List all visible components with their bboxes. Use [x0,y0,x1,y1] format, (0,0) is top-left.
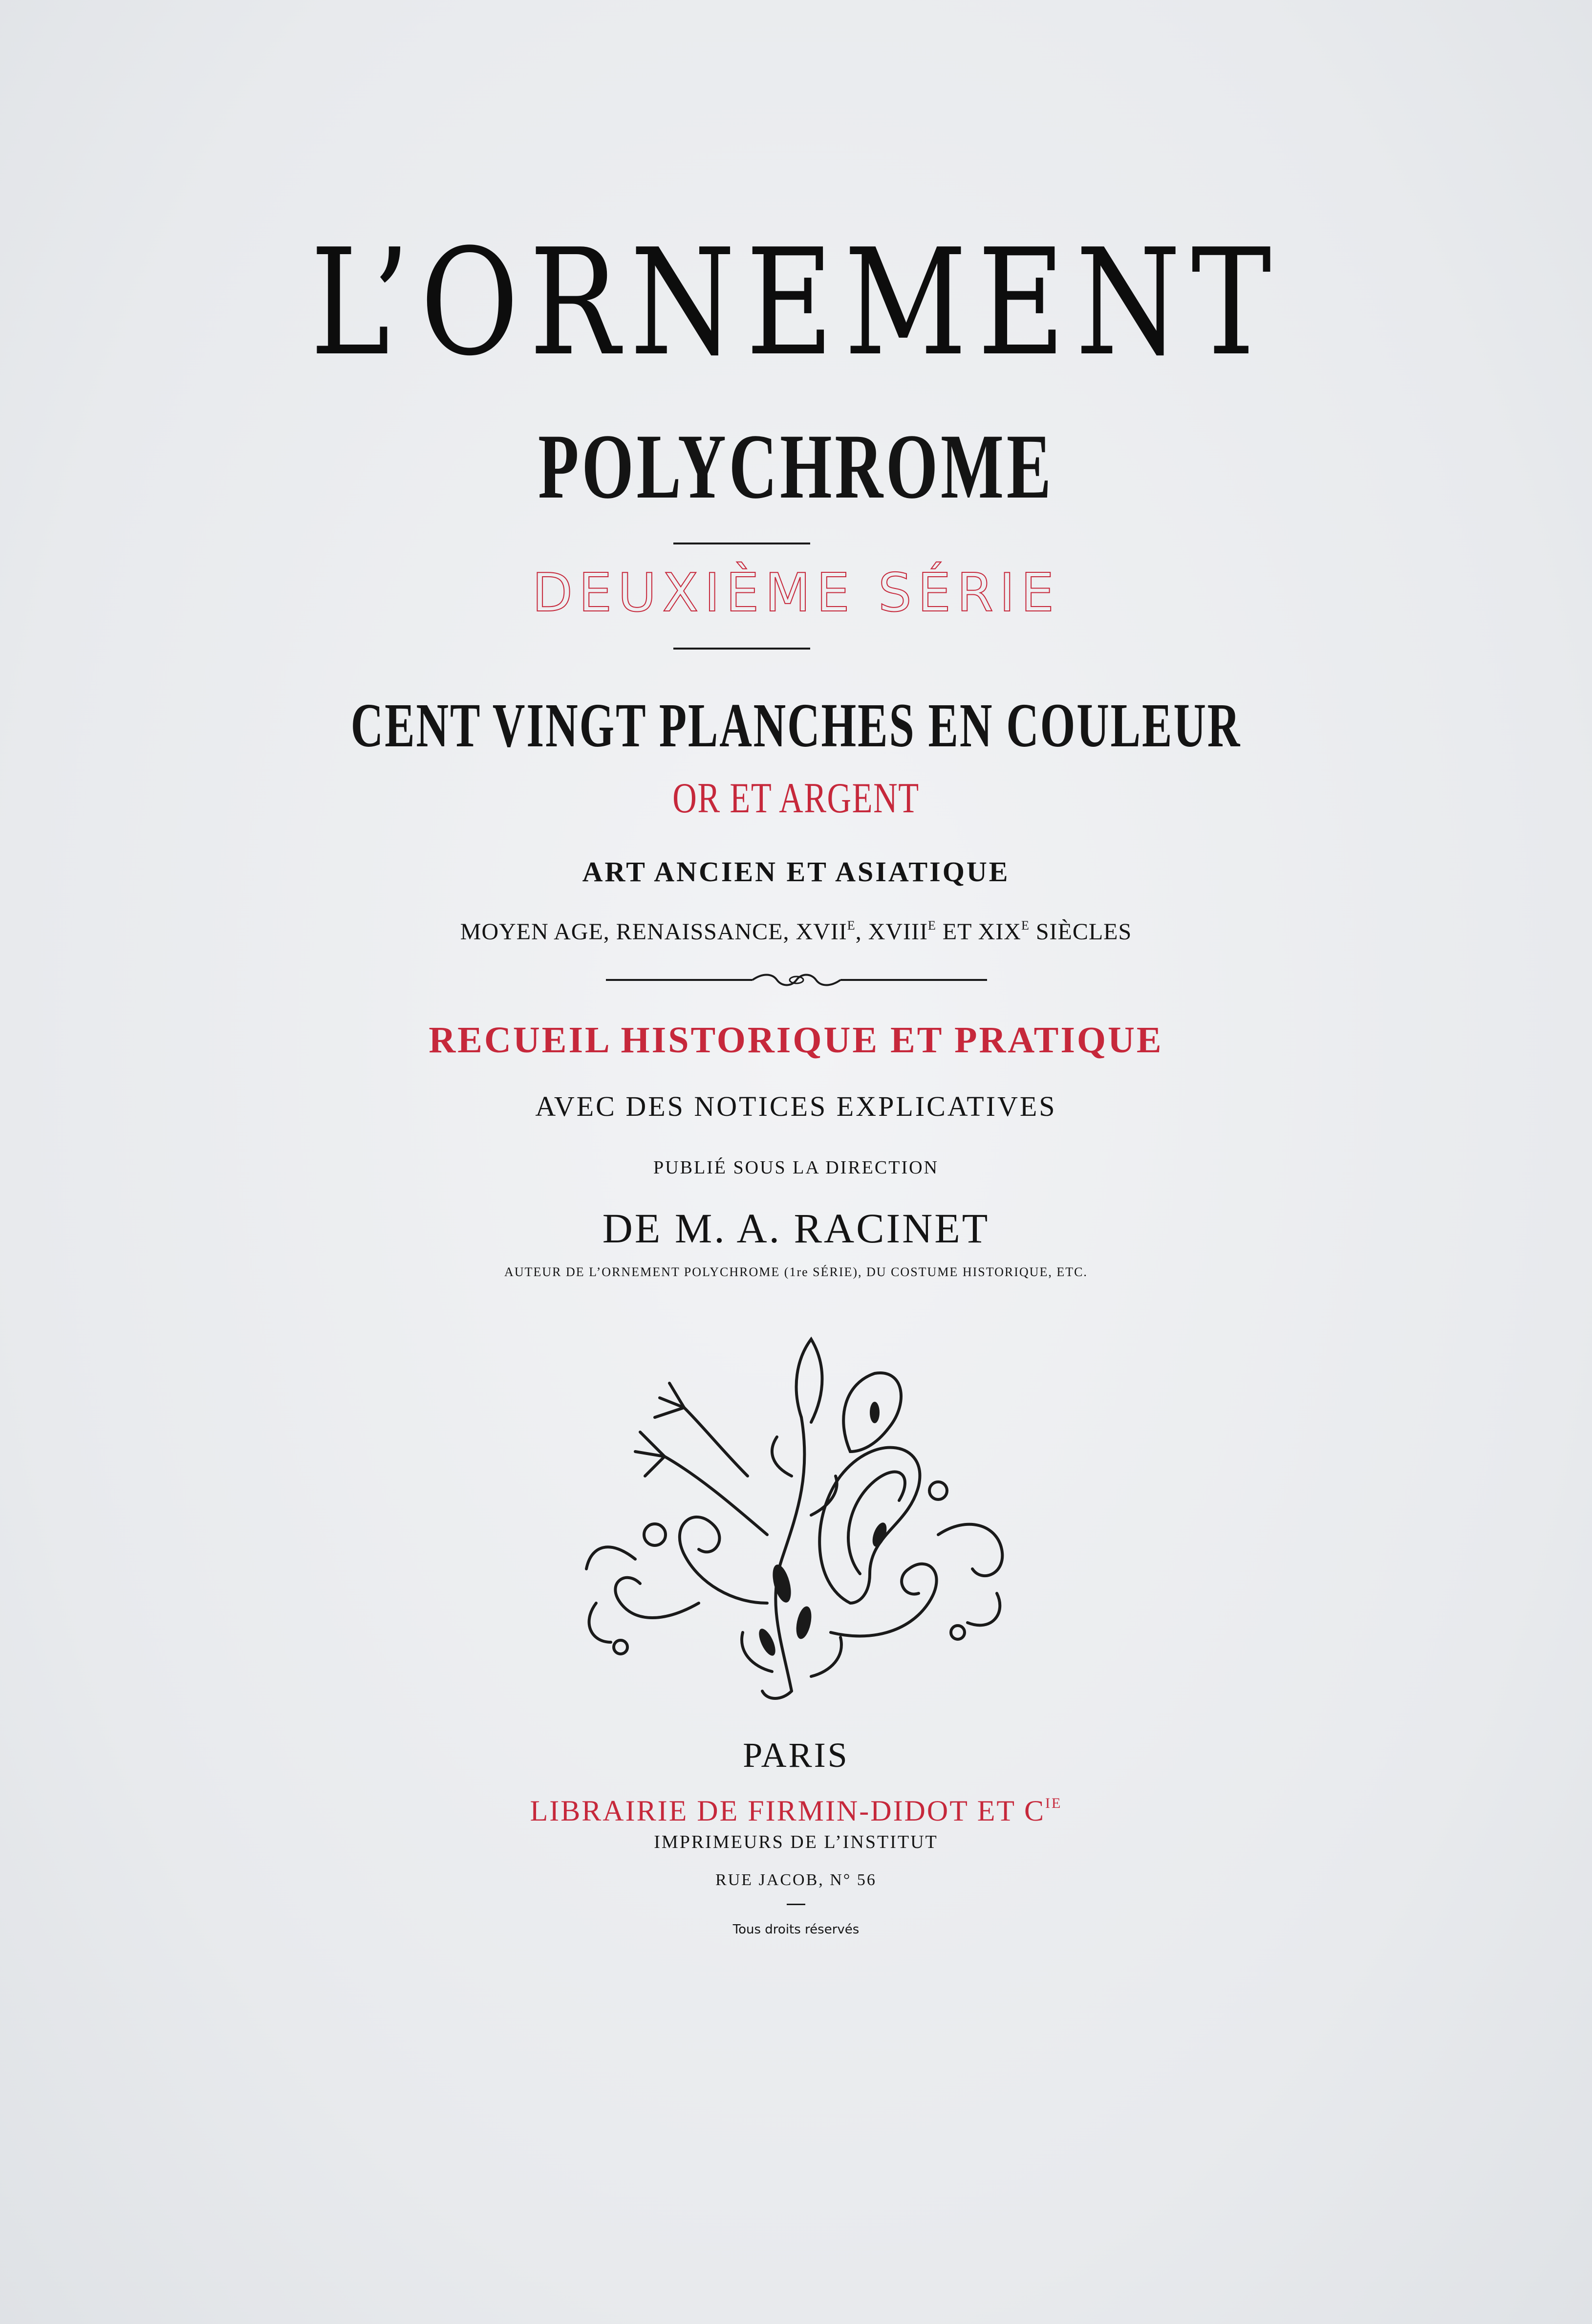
centuries-part2: , XVIII [855,919,928,945]
art-line: ART ANCIEN ET ASIATIQUE [582,856,1010,888]
rights-notice: Tous droits réservés [732,1922,860,1937]
centuries-sup2: E [927,918,936,933]
flourish-divider-icon [606,970,987,990]
published-under-line: PUBLIÉ SOUS LA DIRECTION [653,1157,939,1178]
author-credits: AUTEUR DE L’ORNEMENT POLYCHROME (1re SÉRIE), DU COSTUME HISTORIQUE, ETC. [504,1265,1088,1279]
divider-rule-top [673,543,810,544]
centuries-part3: ET XIX [936,919,1021,945]
centuries-line [0,914,1592,944]
series-label: DEUXIÈME SÉRIE [532,563,1060,624]
page-title: L’ORNEMENT [310,217,1282,388]
collection-title: RECUEIL HISTORIQUE ET PRATIQUE [429,1020,1163,1061]
address-line: RUE JACOB, N° 56 [715,1871,877,1889]
centuries-part4: SIÈCLES [1029,919,1132,945]
plates-description: CENT VINGT PLANCHES EN COULEUR [350,691,1242,760]
page-subtitle: POLYCHROME [538,415,1054,518]
floral-ornament-icon [538,1329,1046,1701]
publisher-name-sup: IE [1045,1795,1062,1811]
notices-line: AVEC DES NOTICES EXPLICATIVES [535,1090,1057,1122]
divider-rule-small [787,1904,805,1905]
divider-rule-bottom [673,648,810,650]
centuries-sup1: E [847,918,856,933]
publisher-name [0,1789,1592,1825]
printers-line: IMPRIMEURS DE L’INSTITUT [654,1832,938,1852]
gold-silver-label: OR ET ARGENT [672,775,920,822]
author-name: DE M. A. RACINET [602,1205,990,1252]
city-label: PARIS [743,1736,849,1775]
centuries-sup3: E [1021,918,1030,933]
publisher-name-text: LIBRAIRIE DE FIRMIN-DIDOT ET C [530,1795,1046,1827]
centuries-part1: MOYEN AGE, RENAISSANCE, XVII [460,919,847,945]
